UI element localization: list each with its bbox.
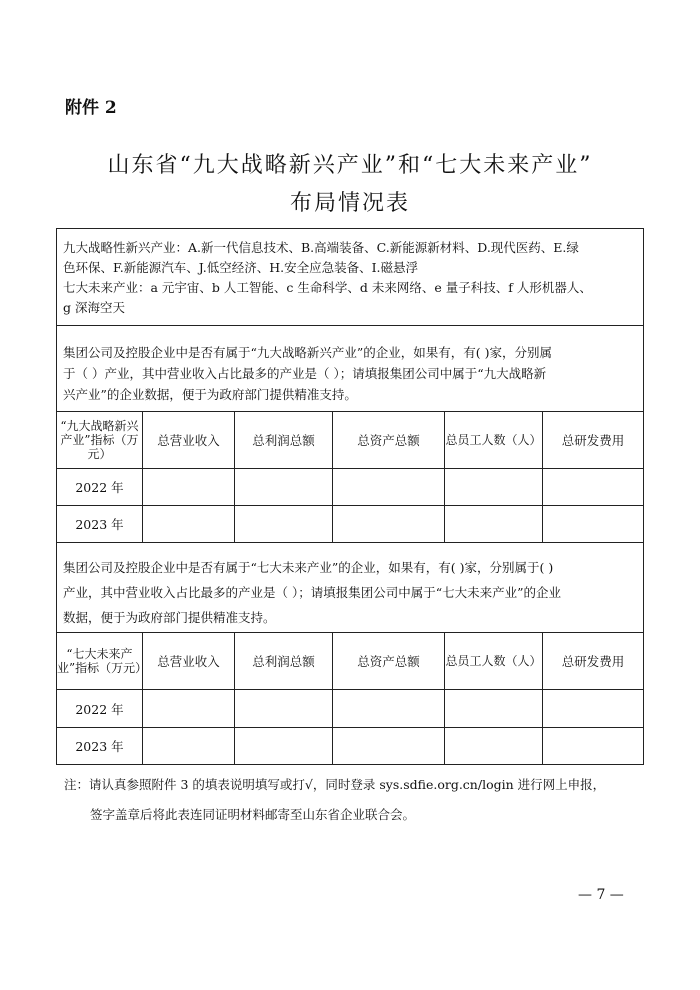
intro-text: [63, 238, 641, 318]
table1-header-rd: 总研发费用: [561, 433, 625, 448]
page-number: — 7 —: [578, 887, 624, 903]
table-divider: [56, 542, 644, 543]
table-divider: [56, 505, 644, 506]
table1-row-year: 2023 年: [75, 517, 124, 532]
table-divider: [56, 727, 644, 728]
table1-header-indicator: “九大战略新兴产业”指标（万元）: [60, 419, 139, 461]
table-divider: [56, 325, 644, 326]
table2-header-revenue: 总营业收入: [157, 654, 220, 669]
table2-row-year: 2023 年: [75, 739, 124, 754]
table1-header-employees: 总员工人数（人）: [445, 433, 542, 447]
section1-question: [63, 342, 641, 405]
note-line: 签字盖章后将此表连同证明材料邮寄至山东省企业联合会。: [90, 807, 416, 822]
table1-header-assets: 总资产总额: [357, 433, 420, 448]
intro-line: g 深海空天: [63, 300, 125, 315]
table2-header-rd: 总研发费用: [561, 654, 625, 669]
page-title-line2: 布局情况表: [289, 191, 410, 216]
question-line: 兴产业”的企业数据，便于为政府部门提供精准支持。: [63, 387, 357, 402]
note-line: 注：请认真参照附件 3 的填表说明填写或打√，同时登录 sys.sdfie.org.cn/login 进行网上申报，: [64, 777, 606, 792]
intro-line: 七大未来产业：a 元宇宙、b 人工智能、c 生命科学、d 未来网络、e 量子科技、f 人形机器人、: [63, 280, 592, 295]
question-line: 数据，便于为政府部门提供精准支持。: [63, 610, 276, 625]
question-line: 于（ ）产业，其中营业收入占比最多的产业是（ ）；请填报集团公司中属于“九大战略新: [63, 366, 547, 381]
table-divider: [56, 689, 644, 690]
table2-row-year: 2022 年: [75, 701, 124, 717]
question-line: 产业，其中营业收入占比最多的产业是（ ）；请填报集团公司中属于“七大未来产业”的企业: [63, 585, 562, 600]
intro-line: 色环保、F.新能源汽车、J.低空经济、H.安全应急装备、I.磁悬浮: [63, 260, 418, 275]
table2-header-employees: 总员工人数（人）: [445, 654, 542, 668]
table1-row-year: 2022 年: [75, 480, 124, 495]
table1-header-profit: 总利润总额: [252, 433, 315, 448]
attachment-label: 附件 2: [65, 98, 117, 118]
table2-header-indicator: “七大未来产业”指标（万元）: [57, 647, 148, 675]
page-title: 山东省“九大战略新兴产业”和“七大未来产业”: [107, 153, 593, 178]
intro-line: 九大战略性新兴产业：A.新一代信息技术、B.高端装备、C.新能源新材料、D.现代医药、E.绿: [63, 240, 579, 255]
table2-header-assets: 总资产总额: [357, 654, 420, 669]
table1-header-revenue: 总营业收入: [157, 433, 220, 448]
question-line: 集团公司及控股企业中是否有属于“七大未来产业”的企业，如果有，有( )家，分别属于( ): [63, 560, 554, 575]
table2-header-profit: 总利润总额: [252, 654, 315, 669]
table-divider: [56, 468, 644, 469]
section2-question: [63, 555, 641, 630]
question-line: 集团公司及控股企业中是否有属于“九大战略新兴产业”的企业，如果有，有( )家，分别属: [63, 345, 553, 360]
